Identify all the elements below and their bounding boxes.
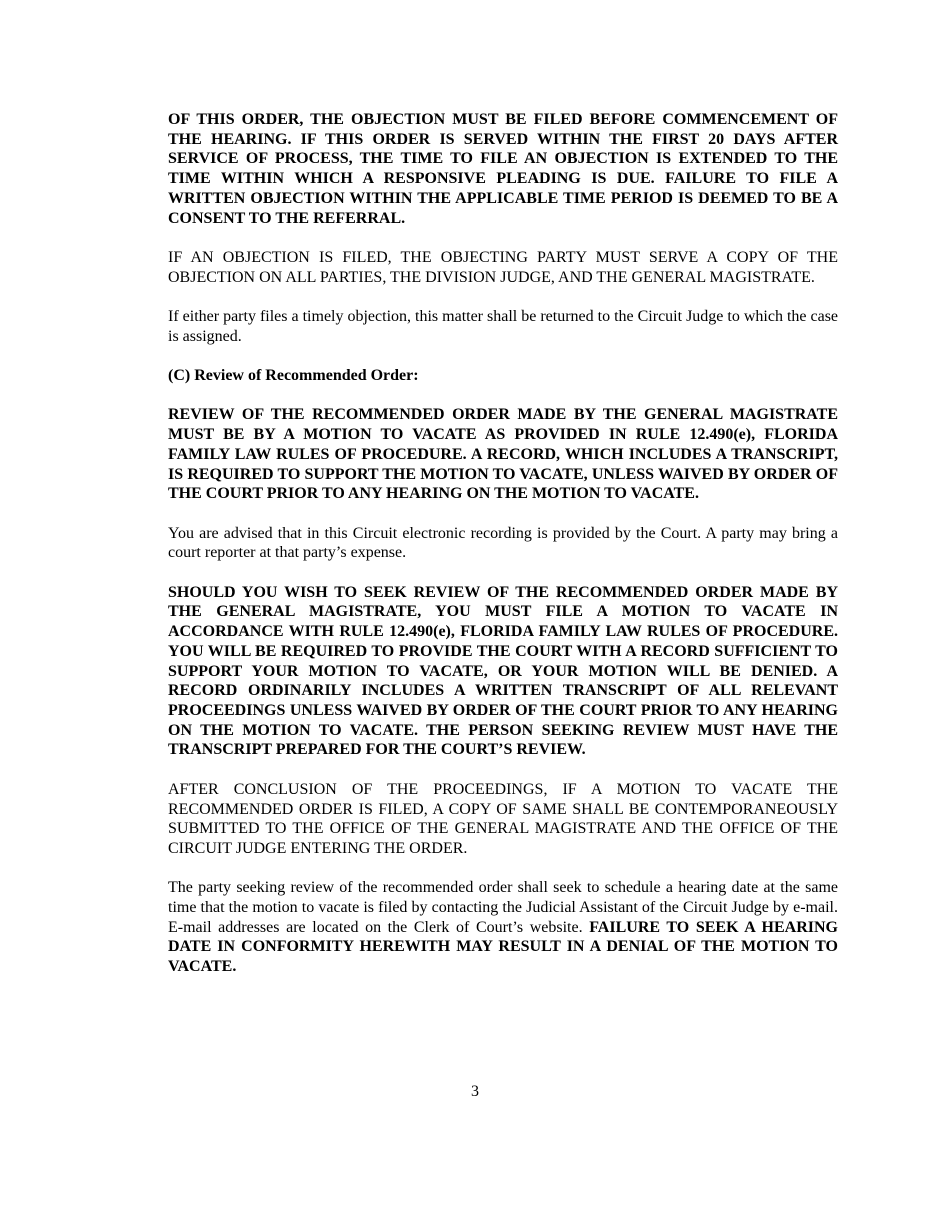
objection-service-paragraph: IF AN OBJECTION IS FILED, THE OBJECTING PARTY MUST SERVE A COPY OF THE OBJECTION ON ALL PARTIES, THE DIVISION JUDGE, AND THE GENERAL MAGISTRATE.: [168, 248, 838, 286]
document-page: [168, 110, 838, 997]
seek-review-paragraph: SHOULD YOU WISH TO SEEK REVIEW OF THE RECOMMENDED ORDER MADE BY THE GENERAL MAGISTRATE, YOU MUST FILE A MOTION TO VACATE IN ACCORDANCE WITH RULE 12.490(e), FLORIDA FAMILY LAW RULES OF PROCEDURE. YOU WILL BE REQUIRED TO PROVIDE THE COURT WITH A RECORD SUFFICIENT TO SUPPORT YOUR MOTION TO VACATE, OR YOUR MOTION WILL BE DENIED. A RECORD ORDINARILY INCLUDES A WRITTEN TRANSCRIPT OF ALL RELEVANT PROCEEDINGS UNLESS WAIVED BY ORDER OF THE COURT PRIOR TO ANY HEARING ON THE MOTION TO VACATE. THE PERSON SEEKING REVIEW MUST HAVE THE TRANSCRIPT PREPARED FOR THE COURT’S REVIEW.: [168, 583, 838, 759]
section-heading-review: (C) Review of Recommended Order:: [168, 367, 419, 385]
objection-deadline-paragraph: OF THIS ORDER, THE OBJECTION MUST BE FILED BEFORE COMMENCEMENT OF THE HEARING. IF THIS ORDER IS SERVED WITHIN THE FIRST 20 DAYS AFTER SERVICE OF PROCESS, THE TIME TO FILE AN OBJECTION IS EXTENDED TO THE TIME WITHIN WHICH A RESPONSIVE PLEADING IS DUE. FAILURE TO FILE A WRITTEN OBJECTION WITHIN THE APPLICABLE TIME PERIOD IS DEEMED TO BE A CONSENT TO THE REFERRAL.: [168, 111, 838, 227]
timely-objection-paragraph: If either party files a timely objection, this matter shall be returned to the Circuit Judge to which the case is assigned.: [168, 308, 839, 345]
submission-paragraph: AFTER CONCLUSION OF THE PROCEEDINGS, IF A MOTION TO VACATE THE RECOMMENDED ORDER IS FILED, A COPY OF SAME SHALL BE CONTEMPORANEOUSLY SUBMITTED TO THE OFFICE OF THE GENERAL MAGISTRATE AND THE OFFICE OF THE CIRCUIT JUDGE ENTERING THE ORDER.: [168, 780, 838, 857]
hearing-date-text: The party seeking review of the recommended order shall seek to schedule a hearing date at the same time that the motion to vacate is filed by contacting the Judicial Assistant of the Circuit Judge by e-mail. E-mail addresses are located on the Clerk of Court’s website.: [168, 879, 838, 936]
page-number: 3: [471, 1083, 479, 1100]
review-motion-paragraph: REVIEW OF THE RECOMMENDED ORDER MADE BY THE GENERAL MAGISTRATE MUST BE BY A MOTION TO VACATE AS PROVIDED IN RULE 12.490(e), FLORIDA FAMILY LAW RULES OF PROCEDURE. A RECORD, WHICH INCLUDES A TRANSCRIPT, IS REQUIRED TO SUPPORT THE MOTION TO VACATE, UNLESS WAIVED BY ORDER OF THE COURT PRIOR TO ANY HEARING ON THE MOTION TO VACATE.: [168, 406, 838, 503]
hearing-date-warning: FAILURE TO SEEK A HEARING DATE IN CONFORMITY HEREWITH MAY RESULT IN A DENIAL OF THE MOTION TO VACATE.: [168, 918, 838, 976]
hearing-date-paragraph: [168, 878, 838, 977]
electronic-recording-paragraph: You are advised that in this Circuit electronic recording is provided by the Court. A party may bring a court reporter at that party’s expense.: [168, 524, 838, 562]
